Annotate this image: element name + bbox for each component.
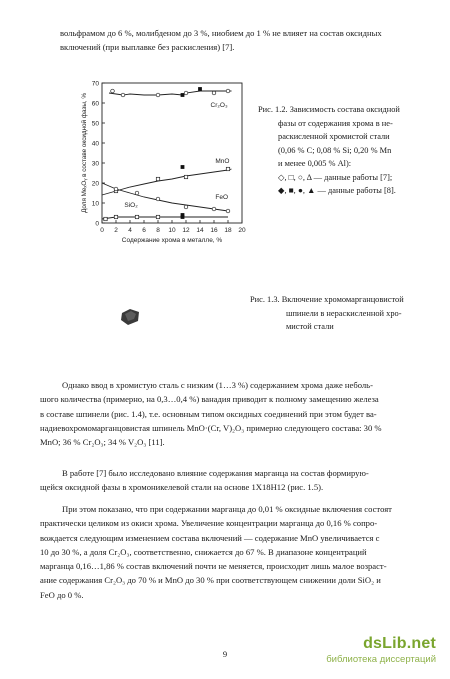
text-line: включений (при выплавке без раскисления) [7].	[60, 42, 235, 53]
y-axis-label: Доля MeₓOᵧ в составе оксидной фазы, %	[81, 93, 88, 213]
open-marker	[121, 93, 125, 97]
series-line	[102, 183, 228, 211]
open-marker	[226, 167, 229, 170]
text-line: MnO; 36 % Cr₂O₃; 34 % V₂O₃ [11].	[40, 437, 165, 448]
x-tick-label: 2	[114, 227, 118, 234]
caption-line: мистой стали	[286, 322, 334, 331]
series-line	[102, 169, 232, 195]
caption-line: ◆, ■, ●, ▲ — данные работы [8].	[278, 186, 396, 195]
x-tick-label: 4	[128, 227, 132, 234]
text-line: в составе шпинели (рис. 1.4), т.е. основным типом оксидных соединений при этом будет ва-	[40, 408, 377, 419]
y-tick-label: 0	[95, 220, 99, 228]
open-marker	[184, 91, 188, 95]
watermark-subtitle: библиотека диссертаций	[326, 654, 436, 665]
open-marker	[156, 197, 160, 201]
watermark	[326, 635, 436, 665]
x-tick-label: 14	[196, 227, 204, 234]
y-tick-label: 70	[91, 80, 99, 88]
filled-marker	[181, 93, 185, 97]
open-marker	[226, 89, 230, 93]
caption-line: (0,06 % C; 0,08 % Si; 0,20 % Mn	[278, 145, 392, 155]
caption-line: ◇, □, ○, Δ — данные работы [7];	[278, 172, 393, 182]
caption-line: раскисленной хромистой стали	[278, 132, 390, 141]
open-marker	[135, 215, 138, 218]
series-label: Cr₂O₃	[210, 102, 228, 109]
y-tick-label: 20	[91, 180, 99, 188]
open-marker	[135, 191, 139, 195]
x-axis-label: Содержание хрома в металле, %	[121, 237, 223, 244]
text-line: Однако ввод в хромистую сталь с низким (1…3 %) содержанием хрома даже неболь-	[62, 380, 373, 390]
body-paragraph-1	[40, 378, 412, 449]
caption-line: и менее 0,005 % Al):	[278, 159, 352, 168]
x-tick-label: 0	[100, 227, 104, 234]
filled-marker	[198, 87, 202, 91]
text-line: FeO до 0 %.	[40, 589, 84, 600]
intro-paragraph	[60, 26, 405, 55]
chart-svg	[40, 75, 250, 247]
open-marker	[212, 207, 216, 211]
text-line: В работе [7] было исследовано влияние содержания марганца на состав формирую-	[62, 468, 369, 478]
text-line: практически целиком из окиси хрома. Увеличение концентрации марганца до 0,16 % сопро-	[40, 518, 378, 529]
open-marker	[184, 205, 188, 209]
x-tick-label: 12	[182, 227, 190, 234]
text-line: щейся оксидной фазы в хромоникелевой стали на основе 1Х18Н12 (рис. 1.5).	[40, 482, 324, 493]
open-marker	[156, 215, 159, 218]
y-tick-label: 40	[91, 140, 99, 148]
figure-1-3-caption	[250, 293, 404, 334]
x-tick-label: 20	[238, 227, 246, 234]
figure-1-2-caption	[258, 103, 400, 198]
series-line	[102, 217, 228, 219]
series-label: MnO	[215, 158, 230, 165]
body-paragraph-3	[40, 502, 412, 602]
caption-line: шпинели в нераскисленной хро-	[286, 308, 402, 318]
x-tick-label: 16	[210, 227, 218, 234]
body-paragraph-2	[40, 466, 412, 495]
page-number: 9	[222, 649, 228, 659]
open-marker	[114, 215, 117, 218]
y-tick-label: 50	[91, 120, 99, 128]
y-tick-label: 30	[91, 160, 99, 168]
figure-1-2-chart	[40, 75, 250, 247]
text-line: 10 до 30 %, а доля Cr₂O₃, соответственно, снижается до 67 %. В диапазоне концентраций	[40, 546, 367, 557]
open-marker	[184, 175, 187, 178]
caption-line: Рис. 1.3. Включение хромомарганцовистой	[250, 295, 404, 304]
text-line: надиевохромомарганцовистая шпинель MnO·(Cr, V)₂O₃ примерно следующего состава: 30 %	[40, 422, 382, 433]
caption-line: Рис. 1.2. Зависимость состава оксидной	[258, 105, 400, 114]
text-line: марганца 0,16…1,86 % состав включений почти не меняется, происходит лишь малое возраст-	[40, 561, 387, 572]
x-tick-label: 10	[168, 227, 176, 234]
x-tick-label: 18	[224, 227, 232, 234]
y-tick-label: 60	[91, 100, 99, 108]
open-marker	[111, 89, 115, 93]
open-marker	[156, 93, 160, 97]
open-marker	[212, 91, 216, 95]
x-tick-label: 6	[142, 227, 146, 234]
open-marker	[114, 187, 118, 191]
text-line: вольфрамом до 6 %, молибденом до 3 %, ниобием до 1 % не влияет на состав оксидных	[60, 28, 382, 38]
x-tick-label: 8	[156, 227, 160, 234]
text-line: вождается следующим изменением состава включений — содержание MnO увеличивается с	[40, 532, 380, 543]
spinel-inclusion-image	[118, 307, 142, 327]
filled-marker	[181, 165, 185, 169]
y-tick-label: 10	[91, 200, 99, 208]
text-line: шого количества (примерно, на 0,3…0,4 %) ванадия приводит к полному замещению железа	[40, 394, 379, 405]
watermark-logo[interactable]: dsLib.net	[363, 635, 436, 652]
series-label: SiO₂	[124, 202, 138, 209]
series-label: FeO	[215, 194, 229, 201]
text-line: При этом показано, что при содержании марганца до 0,01 % оксидные включения состоят	[62, 504, 392, 514]
text-line: ание содержания Cr₂O₃ до 70 % и MnO до 30 % при соответствующем снижении доли SiO₂ и	[40, 575, 381, 586]
open-marker	[156, 177, 159, 180]
caption-line: фазы от содержания хрома в не-	[278, 118, 393, 128]
open-marker	[226, 209, 230, 213]
filled-marker	[181, 215, 185, 219]
open-marker	[104, 217, 107, 220]
